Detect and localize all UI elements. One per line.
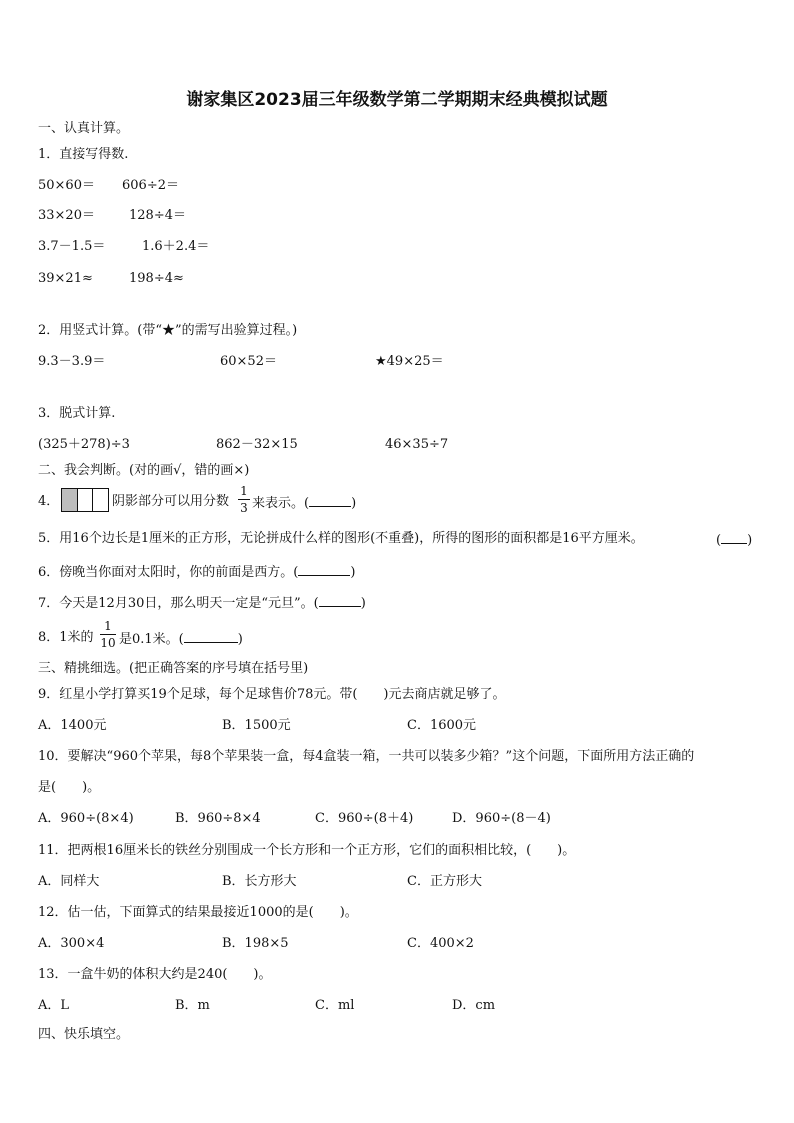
section-3-heading: 三、精挑细选。(把正确答案的序号填在括号里)	[38, 661, 309, 676]
q13-text: 13．一盒牛奶的体积大约是240( )。	[38, 967, 272, 982]
q11-option-b[interactable]: B．长方形大	[222, 874, 297, 889]
section-4-heading: 四、快乐填空。	[38, 1027, 130, 1042]
q5-open: (	[716, 533, 722, 548]
q6-close: )	[350, 565, 356, 580]
q1-item: 198÷4≈	[129, 271, 184, 286]
q1-item: 39×21≈	[38, 271, 93, 286]
q2-item: 60×52＝	[220, 354, 277, 369]
page-title: 谢家集区2023届三年级数学第二学期期末经典模拟试题	[186, 90, 608, 110]
q10-option-d[interactable]: D．960÷(8－4)	[452, 811, 551, 826]
q12-text: 12．估一估，下面算式的结果最接近1000的是( )。	[38, 905, 358, 920]
q7-answer-blank[interactable]	[319, 594, 361, 607]
q10-text: 10．要解决“960个苹果，每8个苹果装一盒，每4盒装一箱，一共可以装多少箱？”这个问题，下面所用方法正确的	[38, 749, 695, 764]
q5-text: 5．用16个边长是1厘米的正方形，无论拼成什么样的图形(不重叠)，所得的图形的面积都是16平方厘米。	[38, 531, 644, 546]
section-2-heading: 二、我会判断。(对的画√，错的画×)	[38, 463, 250, 478]
q1-item: 128÷4＝	[129, 208, 186, 223]
q13-option-a[interactable]: A．L	[38, 998, 70, 1013]
fraction-bar	[238, 499, 250, 500]
q1-item: 1.6＋2.4＝	[142, 239, 210, 254]
q3-label: 3．脱式计算.	[38, 406, 116, 421]
q9-option-b[interactable]: B．1500元	[222, 718, 291, 733]
fraction-denominator: 10	[100, 636, 116, 650]
q11-option-a[interactable]: A．同样大	[38, 874, 100, 889]
fraction-bar	[100, 634, 116, 635]
q8-answer	[119, 630, 243, 648]
fraction-denominator: 3	[240, 501, 248, 515]
q1-item: 606÷2＝	[122, 178, 179, 193]
q2-label: 2．用竖式计算。(带“★”的需写出验算过程。)	[38, 323, 298, 338]
q11-option-c[interactable]: C．正方形大	[407, 874, 482, 889]
section-1-heading: 一、认真计算。	[38, 121, 130, 136]
fraction-numerator: 1	[240, 484, 248, 498]
q5-close: )	[747, 533, 753, 548]
shaded-part	[62, 489, 78, 511]
q8-close: )	[237, 632, 243, 647]
q1-item: 3.7－1.5＝	[38, 239, 106, 254]
q1-item: 50×60＝	[38, 178, 95, 193]
q5-answer	[716, 531, 752, 549]
q9-option-c[interactable]: C．1600元	[407, 718, 477, 733]
shaded-rectangle-figure	[61, 488, 109, 512]
q10-option-b[interactable]: B．960÷8×4	[175, 811, 261, 826]
q10-option-c[interactable]: C．960÷(8＋4)	[315, 811, 414, 826]
q7-text: 7．今天是12月30日，那么明天一定是“元旦”。(	[38, 596, 319, 611]
fraction-one-third	[238, 484, 250, 515]
q7	[38, 594, 366, 612]
q4-answer	[252, 494, 356, 512]
q1-item: 33×20＝	[38, 208, 95, 223]
fraction-numerator: 1	[104, 619, 112, 633]
q4-text-b: 来表示。(	[252, 496, 310, 511]
q10-text-cont: 是( )。	[38, 780, 101, 795]
q4-text: 阴影部分可以用分数	[112, 494, 230, 509]
q6-text: 6．傍晚当你面对太阳时，你的前面是西方。(	[38, 565, 299, 580]
q12-option-a[interactable]: A．300×4	[38, 936, 105, 951]
q13-option-b[interactable]: B．m	[175, 998, 210, 1013]
q8-text: 8．1米的	[38, 630, 94, 645]
q2-item: 9.3－3.9＝	[38, 354, 106, 369]
q3-item: 46×35÷7	[385, 437, 449, 452]
q3-item: 862－32×15	[216, 437, 298, 452]
q13-option-d[interactable]: D．cm	[452, 998, 496, 1013]
q10-option-a[interactable]: A．960÷(8×4)	[38, 811, 134, 826]
q13-option-c[interactable]: C．ml	[315, 998, 355, 1013]
q12-option-c[interactable]: C．400×2	[407, 936, 474, 951]
q6-answer-blank[interactable]	[298, 563, 350, 576]
q7-close: )	[360, 596, 366, 611]
fraction-one-tenth	[100, 619, 116, 650]
q9-option-a[interactable]: A．1400元	[38, 718, 107, 733]
q3-item: (325＋278)÷3	[38, 437, 130, 452]
q8-answer-blank[interactable]	[184, 630, 238, 643]
q11-text: 11．把两根16厘米长的铁丝分别围成一个长方形和一个正方形，它们的面积相比较，( )。	[38, 843, 576, 858]
q5-answer-blank[interactable]	[721, 531, 747, 544]
q4-number: 4．	[38, 494, 60, 509]
q4-answer-blank[interactable]	[309, 494, 351, 507]
q2-item: ★49×25＝	[375, 354, 444, 369]
q8-text-b: 是0.1米。(	[119, 632, 184, 647]
q9-text: 9．红星小学打算买19个足球，每个足球售价78元。带( )元去商店就足够了。	[38, 687, 506, 702]
q4-close: )	[351, 496, 357, 511]
q6	[38, 563, 355, 581]
q12-option-b[interactable]: B．198×5	[222, 936, 289, 951]
blank-part	[78, 489, 93, 511]
q1-label: 1．直接写得数.	[38, 147, 129, 162]
